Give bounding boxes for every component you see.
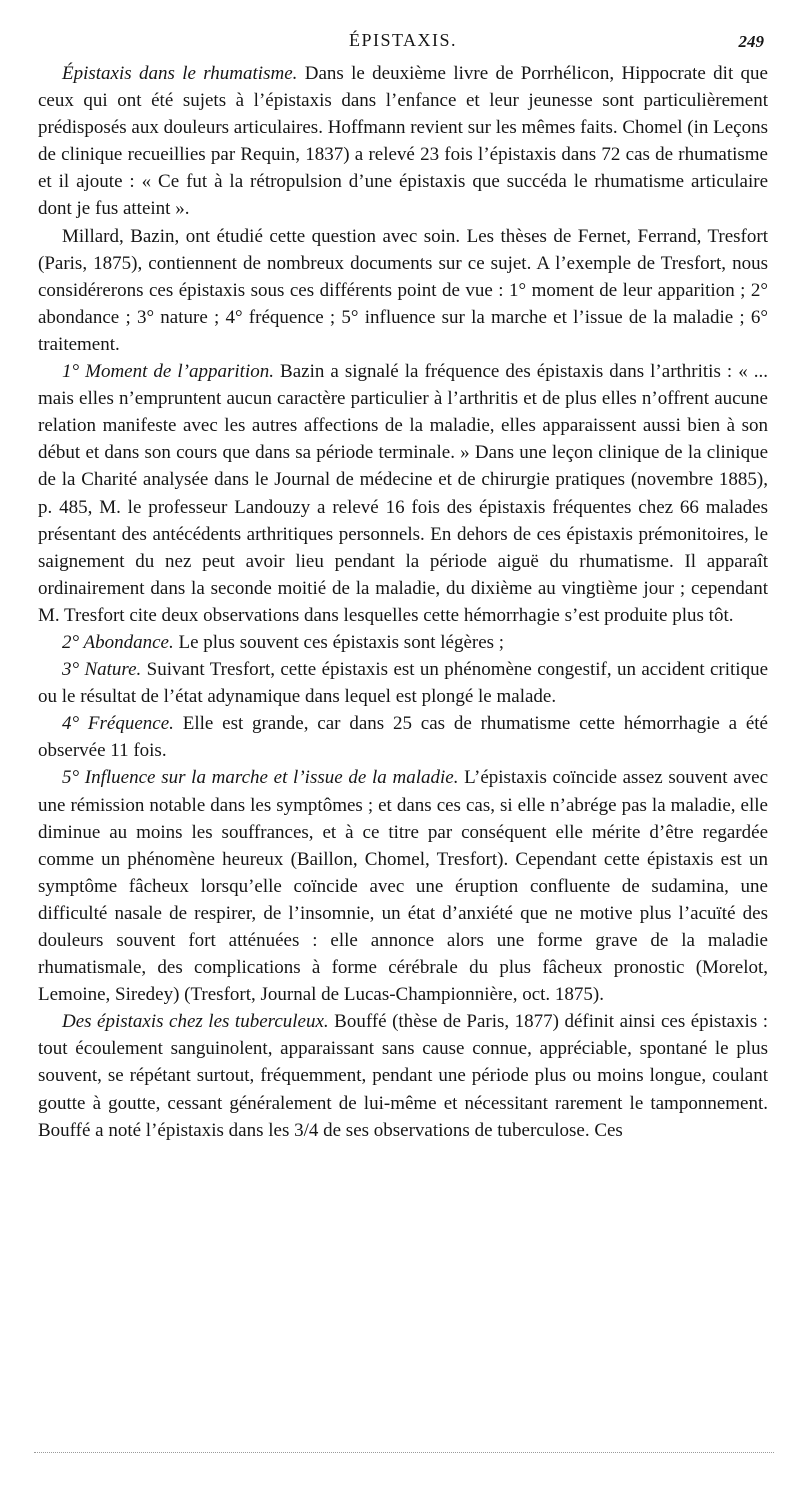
paragraph-moment	[38, 358, 768, 629]
paragraph-rhumatisme	[38, 60, 768, 223]
paragraph-body: Bazin a signalé la fréquence des épistaxis dans l’arthritis : « ... mais elles n’empruntent aucun caractère particulier à l’arthritis et de plus elles n’offrent aucune relation manifeste avec les autres affections de la maladie, elles apparaissent aussi bien à son début et dans son cours que dans sa période terminale. » Dans une leçon clinique de la clinique de la Charité analysée dans le Journal de médecine et de chirurgie pratiques (novembre 1885), p. 485, M. le professeur Landouzy a relevé 16 fois des épistaxis fréquentes chez 66 malades présentant des antécédents arthritiques personnels. En dehors de ces épistaxis prémonitoires, le saignement du nez peut avoir lieu pendant la période aiguë du rhumatisme. Il apparaît ordinairement dans la seconde moitié de la maladie, du dixième au vingtième jour ; cependant M. Tresfort cite deux observations dans lesquelles cette hémorrhagie s’est produite plus tôt.	[38, 361, 768, 626]
paragraph-nature	[38, 656, 768, 710]
running-header	[38, 26, 768, 60]
paragraph-body: L’épistaxis coïncide assez souvent avec une rémission notable dans les symptômes ; et dans ces cas, si elle n’abrége pas la maladie, elle diminue au moins les souffrances, et à ce titre par conséquent elle mérite d’être regardée comme un phénomène heureux (Baillon, Chomel, Tresfort). Cependant cette épistaxis est un symptôme fâcheux lorsqu’elle coïncide avec une éruption confluente de sudamina, une difficulté nasale de respirer, de l’insomnie, un état d’anxiété que ne motive plus l’acuïté des douleurs souvent fort atténuées : elle annonce alors une forme grave de la maladie rhumatismale, des complications à forme cérébrale du plus fâcheux pronostic (Morelot, Lemoine, Siredey) (Tresfort, Journal de Lucas-Championnière, oct. 1875).	[38, 767, 768, 1006]
paragraph-lead: 1° Moment de l’apparition.	[62, 361, 274, 383]
paragraph-lead: 3° Nature.	[62, 659, 142, 681]
body-text	[38, 60, 768, 1144]
footer-divider	[34, 1452, 774, 1453]
paragraph-abondance	[38, 629, 768, 656]
page-number: 249	[738, 32, 764, 51]
paragraph-lead: 5° Influence sur la marche et l’issue de la maladie.	[62, 767, 459, 789]
paragraph-body: Millard, Bazin, ont étudié cette question avec soin. Les thèses de Fernet, Ferrand, Tresfort (Paris, 1875), contiennent de nombreux documents sur ce sujet. A l’exemple de Tresfort, nous considérerons ces épistaxis sous ces différents point de vue : 1° moment de leur apparition ; 2° abondance ; 3° nature ; 4° fréquence ; 5° influence sur la marche et l’issue de la maladie ; 6° traitement.	[38, 225, 768, 355]
paragraph-influence	[38, 764, 768, 1008]
running-title: ÉPISTAXIS.	[348, 30, 458, 50]
paragraph-tuberculeux	[38, 1008, 768, 1143]
document-page	[38, 26, 768, 1144]
paragraph-body: Le plus souvent ces épistaxis sont légères ;	[173, 631, 505, 653]
paragraph-lead: Des épistaxis chez les tuberculeux.	[62, 1011, 329, 1033]
paragraph-auteurs	[38, 223, 768, 358]
paragraph-body: Elle est grande, car dans 25 cas de rhumatisme cette hémorrhagie a été observée 11 fois.	[38, 713, 768, 762]
paragraph-lead: Épistaxis dans le rhumatisme.	[62, 63, 298, 84]
paragraph-lead: 2° Abondance.	[62, 631, 174, 653]
paragraph-lead: 4° Fréquence.	[62, 713, 174, 735]
paragraph-body: Bouffé (thèse de Paris, 1877) définit ainsi ces épistaxis : tout écoulement sanguinolent, apparaissant sans cause connue, appréciable, spontané le plus souvent, se répétant surtout, fréquemment, pendant une période plus ou moins longue, coulant goutte à goutte, cessant généralement de lui-même et nécessitant rarement le tamponnement. Bouffé a noté l’épistaxis dans les 3/4 de ses observations de tuberculose. Ces	[38, 1011, 768, 1141]
paragraph-frequence	[38, 710, 768, 764]
paragraph-body: Dans le deuxième livre de Porrhélicon, Hippocrate dit que ceux qui ont été sujets à l’épistaxis dans l’enfance et leur jeunesse sont particulièrement prédisposés aux douleurs articulaires. Hoffmann revient sur les mêmes faits. Chomel (in Leçons de clinique recueillies par Requin, 1837) a relevé 23 fois l’épistaxis dans 72 cas de rhumatisme et il ajoute : « Ce fut à la rétropulsion d’une épistaxis que succéda le rhumatisme articulaire dont je fus atteint ».	[38, 63, 768, 220]
paragraph-body: Suivant Tresfort, cette épistaxis est un phénomène congestif, un accident critique ou le résultat de l’état adynamique dans lequel est plongé le malade.	[38, 659, 769, 708]
